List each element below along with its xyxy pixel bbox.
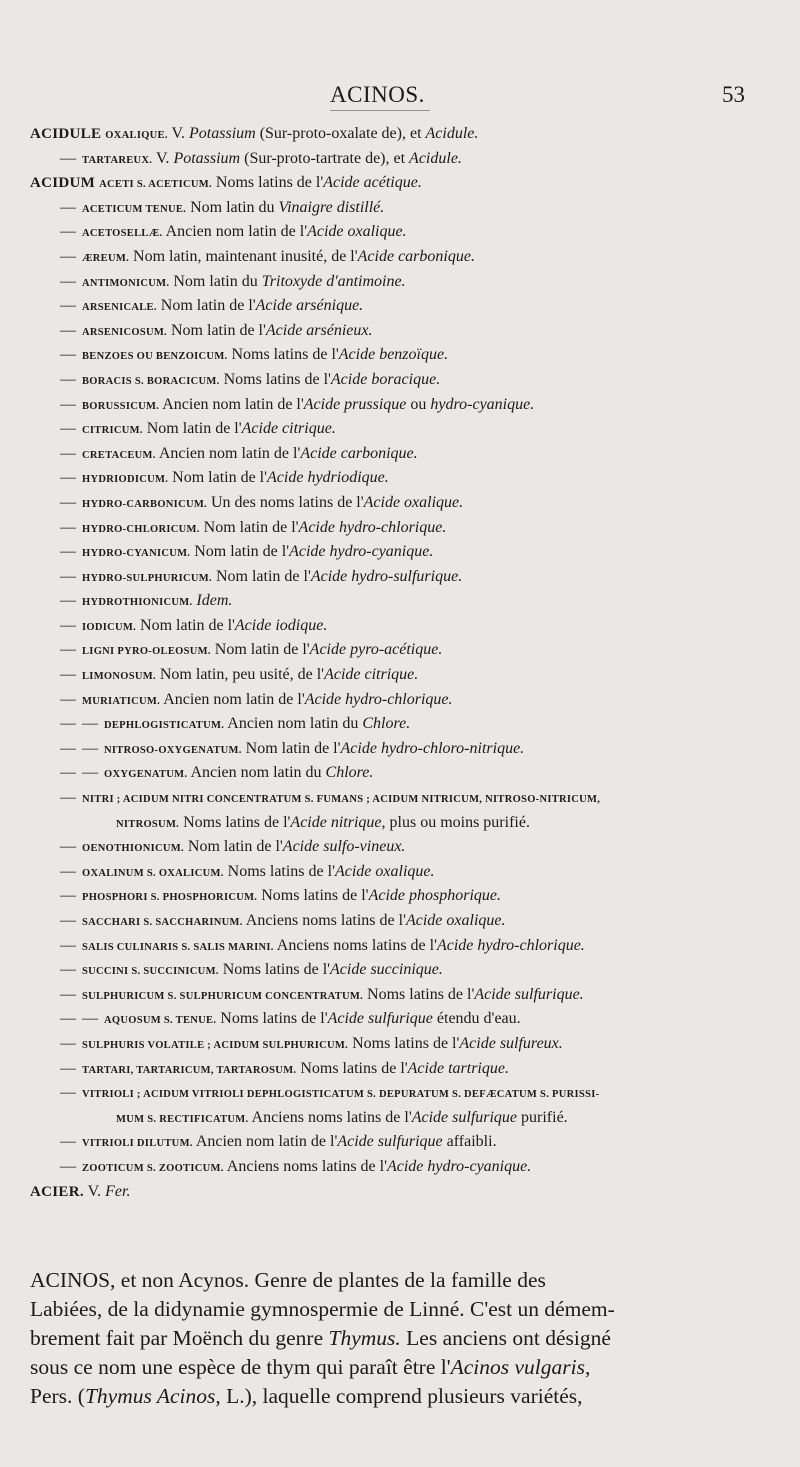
- entry-term: TARTAREUX.: [82, 154, 153, 166]
- dash-mark: —: [60, 592, 76, 610]
- entry-term: NITROSO-OXYGENATUM.: [104, 744, 242, 756]
- entry-text: V.: [155, 149, 174, 167]
- entry-text: Nom latin de l': [203, 518, 299, 536]
- entry-term: DEPHLOGISTICATUM.: [104, 720, 225, 732]
- entry-italic: Acide phosphorique.: [368, 887, 501, 905]
- entry-italic: Acide carbonique.: [300, 444, 418, 462]
- list-item: [30, 1130, 770, 1155]
- body-text: Les anciens ont désigné: [400, 1326, 611, 1350]
- body-italic: Thymus Acinos: [84, 1384, 216, 1408]
- list-item: [30, 393, 770, 418]
- body-text: Labiées, de la didynamie gymnospermie de Linné. C'est un démem-: [30, 1297, 615, 1321]
- entry-term: MUM S. RECTIFICATUM.: [116, 1113, 249, 1125]
- list-item: [30, 516, 770, 541]
- dash-mark: —: [60, 321, 76, 339]
- entry-text: Un des noms latins de l': [210, 493, 364, 511]
- entry-term: SALIS CULINARIS S. SALIS MARINI.: [82, 941, 274, 953]
- entry-head: ACIDULE: [30, 126, 102, 142]
- entry-italic: Acide citrique.: [324, 666, 419, 684]
- entry-term: BORACIS S. BORACICUM.: [82, 375, 220, 387]
- dash-mark: —: [60, 518, 76, 536]
- entry-italic: Acide succinique.: [330, 961, 443, 979]
- dash-mark: —: [60, 1059, 76, 1077]
- dash-mark: —: [60, 469, 76, 487]
- entry-text: Nom latin de l': [146, 420, 242, 438]
- list-item: [30, 245, 770, 270]
- entry-italic: Potassium: [189, 125, 256, 142]
- entry-term: PHOSPHORI S. PHOSPHORICUM.: [82, 892, 258, 904]
- dash-mark: —: [82, 764, 98, 782]
- list-item: [30, 491, 770, 516]
- entry-text: Nom latin de l': [214, 641, 310, 659]
- entry-italic: Acide hydro-cyanique.: [386, 1157, 532, 1175]
- entry-italic: Acide prussique: [303, 395, 407, 413]
- entry-text: Ancien nom latin du: [190, 764, 326, 782]
- entry-list: [30, 122, 770, 1204]
- entry-term: ARSENICOSUM.: [82, 326, 167, 338]
- entry-italic: Acide arsénieux.: [265, 321, 373, 339]
- dash-mark: —: [60, 641, 76, 659]
- entry-italic: Idem.: [196, 592, 233, 610]
- entry-italic: Acidule.: [409, 149, 462, 167]
- entry-italic: Acide nitrique: [290, 813, 382, 831]
- entry-text: Anciens noms latins de l': [245, 912, 406, 929]
- entry-head: ACIDUM: [30, 175, 96, 192]
- list-item: [30, 122, 770, 147]
- entry-italic: Acide pyro-acétique.: [309, 641, 443, 659]
- list-item: [30, 270, 770, 295]
- dash-mark: —: [60, 1157, 76, 1175]
- entry-text: Noms latins de l': [300, 1059, 408, 1077]
- entry-term: HYDRO-CHLORICUM.: [82, 523, 200, 535]
- dash-mark: —: [82, 715, 98, 733]
- list-item: [30, 220, 770, 245]
- dash-mark: —: [60, 297, 76, 315]
- entry-italic: Acide benzoïque.: [338, 346, 449, 364]
- list-item: [30, 884, 770, 909]
- dash-mark: —: [60, 985, 76, 1003]
- entry-term: SUCCINI S. SUCCINICUM.: [82, 966, 219, 978]
- list-item: [30, 786, 770, 811]
- page-header: [0, 82, 800, 116]
- dash-mark: —: [60, 666, 76, 684]
- entry-text: Ancien nom latin de l': [158, 444, 301, 462]
- list-item: [30, 540, 770, 565]
- dash-mark: —: [60, 1133, 76, 1151]
- dash-mark: —: [60, 739, 76, 757]
- entry-term: OENOTHIONICUM.: [82, 843, 184, 855]
- dash-mark: —: [60, 567, 76, 585]
- entry-text: V.: [87, 1182, 106, 1200]
- entry-text: Nom latin du: [173, 272, 262, 290]
- entry-italic: Acide citrique.: [241, 420, 336, 438]
- entry-text: Noms latins de l': [231, 346, 339, 364]
- entry-italic: Acide iodique.: [234, 616, 328, 634]
- entry-term: OXALINUM S. OXALICUM.: [82, 867, 224, 879]
- dash-mark: —: [82, 1010, 98, 1028]
- entry-text: , plus ou moins purifié.: [381, 813, 530, 831]
- list-item: [30, 343, 770, 368]
- entry-term: HYDRO-CYANICUM.: [82, 548, 191, 560]
- list-item: [30, 860, 770, 885]
- entry-term: ACETOSELLÆ.: [82, 228, 163, 240]
- dash-mark: —: [82, 739, 98, 757]
- list-item: [30, 171, 770, 196]
- list-item: [30, 1155, 770, 1180]
- entry-text: Ancien nom latin de l': [195, 1133, 338, 1151]
- entry-text: purifié.: [517, 1108, 568, 1126]
- entry-text: Noms latins de l': [215, 174, 324, 192]
- entry-text: Nom latin du: [190, 198, 279, 216]
- entry-italic: Acide sulfurique: [411, 1108, 518, 1126]
- entry-italic: Acide hydriodique.: [267, 469, 389, 487]
- entry-text: Nom latin de l': [245, 739, 341, 757]
- entry-italic: Acide carbonique.: [357, 247, 475, 265]
- entry-term: VITRIOLI DILUTUM.: [82, 1138, 193, 1150]
- list-item: [30, 1007, 770, 1032]
- list-item: [30, 737, 770, 762]
- entry-text: Noms latins de l': [222, 961, 331, 979]
- entry-term: HYDRO-CARBONICUM.: [82, 498, 207, 510]
- header-rule: [330, 110, 430, 111]
- body-italic: Thymus.: [328, 1326, 401, 1350]
- body-text: ,: [584, 1355, 591, 1379]
- entry-italic: Acide hydro-chlorique.: [436, 936, 585, 954]
- entry-text: Noms latins de l': [367, 985, 475, 1003]
- body-line: [30, 1382, 770, 1411]
- list-item: [30, 958, 770, 983]
- list-item: [30, 1032, 770, 1057]
- entry-text: Noms latins de l': [220, 1010, 328, 1028]
- list-item: [30, 663, 770, 688]
- entry-italic: Acide acétique.: [323, 174, 422, 192]
- entry-italic: Acidule.: [425, 125, 479, 142]
- entry-italic: Acide tartrique.: [407, 1059, 509, 1077]
- body-paragraph: [30, 1266, 770, 1411]
- entry-term: NITRI ; ACIDUM NITRI CONCENTRATUM S. FUMANS ; ACIDUM NITRICUM, NITROSO-NITRICUM,: [82, 794, 601, 806]
- entry-term: SACCHARI S. SACCHARINUM.: [82, 917, 243, 928]
- body-text: ACINOS, et non Acynos. Genre de plantes de la famille des: [30, 1268, 546, 1292]
- entry-text: (Sur-proto-tartrate de), et: [240, 149, 410, 167]
- dash-mark: —: [60, 616, 76, 634]
- entry-term: HYDRIODICUM.: [82, 474, 169, 486]
- entry-term: AQUOSUM S. TENUE.: [104, 1015, 217, 1027]
- list-item: [30, 1106, 770, 1131]
- entry-italic: Acide sulfurique: [327, 1010, 433, 1028]
- dash-mark: —: [60, 493, 76, 511]
- dash-mark: —: [60, 912, 76, 929]
- list-item: [30, 147, 770, 172]
- entry-term: SULPHURIS VOLATILE ; ACIDUM SULPHURICUM.: [82, 1039, 349, 1051]
- entry-term: CITRICUM.: [82, 425, 143, 437]
- entry-term: ANTIMONICUM.: [82, 277, 170, 289]
- dash-mark: —: [60, 1034, 76, 1052]
- list-item: [30, 196, 770, 221]
- entry-term: OXYGENATUM.: [104, 769, 188, 781]
- body-line: [30, 1353, 770, 1382]
- entry-term: ÆREUM.: [82, 252, 130, 264]
- entry-italic: Acide hydro-cyanique.: [289, 543, 434, 561]
- dash-mark: —: [60, 862, 76, 880]
- list-item: [30, 589, 770, 614]
- dash-mark: —: [60, 690, 76, 708]
- list-item: [30, 565, 770, 590]
- dash-mark: —: [60, 395, 76, 413]
- list-item: [30, 638, 770, 663]
- list-item: [30, 934, 770, 959]
- dash-mark: —: [60, 1010, 76, 1028]
- body-text: sous ce nom une espèce de thym qui paraît être l': [30, 1355, 451, 1379]
- list-item: [30, 1081, 770, 1106]
- list-item: [30, 368, 770, 393]
- entry-text: Anciens noms latins de l': [276, 936, 437, 954]
- entry-italic: Acide sulfurique: [337, 1133, 443, 1151]
- entry-italic: Tritoxyde d'antimoine.: [261, 272, 406, 290]
- dash-mark: —: [60, 789, 76, 807]
- body-italic: Acinos vulgaris: [450, 1355, 585, 1379]
- entry-italic: Acide hydro-chlorique.: [304, 690, 453, 708]
- dash-mark: —: [60, 420, 76, 438]
- list-item: [30, 417, 770, 442]
- entry-text: V.: [171, 125, 190, 142]
- entry-italic: hydro-cyanique.: [430, 395, 535, 413]
- entry-text: Ancien nom latin de l': [162, 395, 304, 413]
- entry-text: Noms latins de l': [183, 813, 291, 831]
- entry-text: Nom latin, peu usité, de l': [159, 666, 325, 684]
- entry-term: IODICUM.: [82, 621, 137, 633]
- dash-mark: —: [60, 247, 76, 265]
- entry-italic: Acide hydro-chlorique.: [298, 518, 447, 536]
- entry-text: affaibli.: [442, 1133, 497, 1151]
- entry-text: Nom latin de l': [160, 297, 256, 315]
- list-item: [30, 811, 770, 836]
- entry-term: OXALIQUE.: [105, 130, 168, 141]
- list-item: [30, 294, 770, 319]
- dash-mark: —: [60, 223, 76, 241]
- entry-text: Nom latin de l': [215, 567, 311, 585]
- entry-italic: Acide sulfureux.: [459, 1034, 563, 1052]
- entry-text: Nom latin, maintenant inusité, de l': [133, 247, 358, 265]
- list-item: [30, 442, 770, 467]
- entry-term: LIMONOSUM.: [82, 671, 156, 683]
- list-item: [30, 1180, 770, 1205]
- entry-term: ACETI S. ACETICUM.: [99, 179, 212, 191]
- page-number: 53: [722, 82, 745, 107]
- dash-mark: —: [60, 936, 76, 954]
- entry-text: (Sur-proto-oxalate de), et: [255, 125, 426, 142]
- body-text: , L.), laquelle comprend plusieurs variétés,: [215, 1384, 583, 1408]
- dash-mark: —: [60, 543, 76, 561]
- list-item: [30, 712, 770, 737]
- entry-text: Noms latins de l': [223, 370, 331, 388]
- dash-mark: —: [60, 764, 76, 782]
- entry-text: Ancien nom latin de l': [165, 223, 308, 241]
- entry-text: Nom latin de l': [187, 838, 283, 856]
- dash-mark: —: [60, 198, 76, 216]
- entry-italic: Potassium: [173, 149, 241, 167]
- entry-italic: Acide oxalique.: [307, 223, 407, 241]
- entry-text: Noms latins de l': [352, 1034, 460, 1052]
- dash-mark: —: [60, 887, 76, 905]
- body-text: brement fait par Moënch du genre: [30, 1326, 329, 1350]
- dash-mark: —: [60, 838, 76, 856]
- dash-mark: —: [60, 346, 76, 364]
- entry-term: NITROSUM.: [116, 818, 180, 830]
- entry-term: LIGNI PYRO-OLEOSUM.: [82, 646, 211, 658]
- entry-italic: Acide oxalique.: [334, 862, 435, 880]
- entry-term: BENZOES OU BENZOICUM.: [82, 351, 228, 363]
- entry-head: ACIER.: [30, 1183, 84, 1200]
- list-item: [30, 909, 770, 934]
- list-item: [30, 1057, 770, 1082]
- entry-text: Ancien nom latin du: [227, 715, 363, 733]
- running-title: ACINOS.: [330, 82, 425, 107]
- list-item: [30, 835, 770, 860]
- entry-italic: Fer.: [105, 1182, 131, 1200]
- dash-mark: —: [60, 444, 76, 462]
- body-line: [30, 1266, 770, 1295]
- entry-term: ARSENICALE.: [82, 302, 157, 314]
- entry-term: VITRIOLI ; ACIDUM VITRIOLI DEPHLOGISTICATUM S. DEPURATUM S. DEFÆCATUM S. PURISSI-: [82, 1089, 600, 1101]
- dash-mark: —: [60, 715, 76, 733]
- entry-italic: Acide boracique.: [330, 370, 441, 388]
- entry-term: BORUSSICUM.: [82, 400, 160, 412]
- entry-text: Noms latins de l': [261, 887, 369, 905]
- entry-term: MURIATICUM.: [82, 695, 161, 707]
- entry-term: HYDROTHIONICUM.: [82, 597, 193, 609]
- list-item: [30, 319, 770, 344]
- entry-text: Nom latin de l': [172, 469, 268, 487]
- entry-text: Anciens noms latins de l': [251, 1108, 412, 1126]
- body-line: [30, 1295, 770, 1324]
- entry-term: TARTARI, TARTARICUM, TARTAROSUM.: [82, 1064, 297, 1076]
- list-item: [30, 614, 770, 639]
- list-item: [30, 761, 770, 786]
- entry-italic: Vinaigre distillé.: [278, 198, 385, 216]
- dash-mark: —: [60, 149, 76, 167]
- entry-italic: Acide sulfo-vineux.: [282, 838, 406, 856]
- entry-text: Ancien nom latin de l': [163, 690, 305, 708]
- dash-mark: —: [60, 370, 76, 388]
- entry-italic: Acide sulfurique.: [474, 985, 584, 1003]
- dash-mark: —: [60, 272, 76, 290]
- entry-term: ACETICUM TENUE.: [82, 203, 187, 215]
- list-item: [30, 466, 770, 491]
- entry-term: CRETACEUM.: [82, 449, 156, 461]
- entry-text: Anciens noms latins de l': [226, 1157, 387, 1175]
- entry-text: Nom latin de l': [171, 321, 266, 339]
- entry-term: ZOOTICUM S. ZOOTICUM.: [82, 1162, 224, 1174]
- body-text: Pers. (: [30, 1384, 85, 1408]
- dash-mark: —: [60, 1084, 76, 1102]
- entry-text: ou: [406, 395, 431, 413]
- list-item: [30, 983, 770, 1008]
- entry-text: Nom latin de l': [140, 616, 235, 634]
- dash-mark: —: [60, 961, 76, 979]
- entry-italic: Chlore.: [362, 715, 411, 733]
- entry-term: SULPHURICUM S. SULPHURICUM CONCENTRATUM.: [82, 990, 364, 1002]
- entry-italic: Acide hydro-sulfurique.: [310, 567, 463, 585]
- entry-italic: Acide oxalique.: [405, 912, 506, 929]
- entry-text: Noms latins de l': [227, 862, 335, 880]
- entry-italic: Chlore.: [325, 764, 374, 782]
- entry-text: Nom latin de l': [194, 543, 290, 561]
- entry-italic: Acide oxalique.: [363, 493, 464, 511]
- list-item: [30, 688, 770, 713]
- entry-text: étendu d'eau.: [432, 1010, 521, 1028]
- body-line: [30, 1324, 770, 1353]
- entry-term: HYDRO-SULPHURICUM.: [82, 572, 212, 584]
- entry-italic: Acide arsénique.: [255, 297, 364, 315]
- entry-italic: Acide hydro-chloro-nitrique.: [340, 739, 525, 757]
